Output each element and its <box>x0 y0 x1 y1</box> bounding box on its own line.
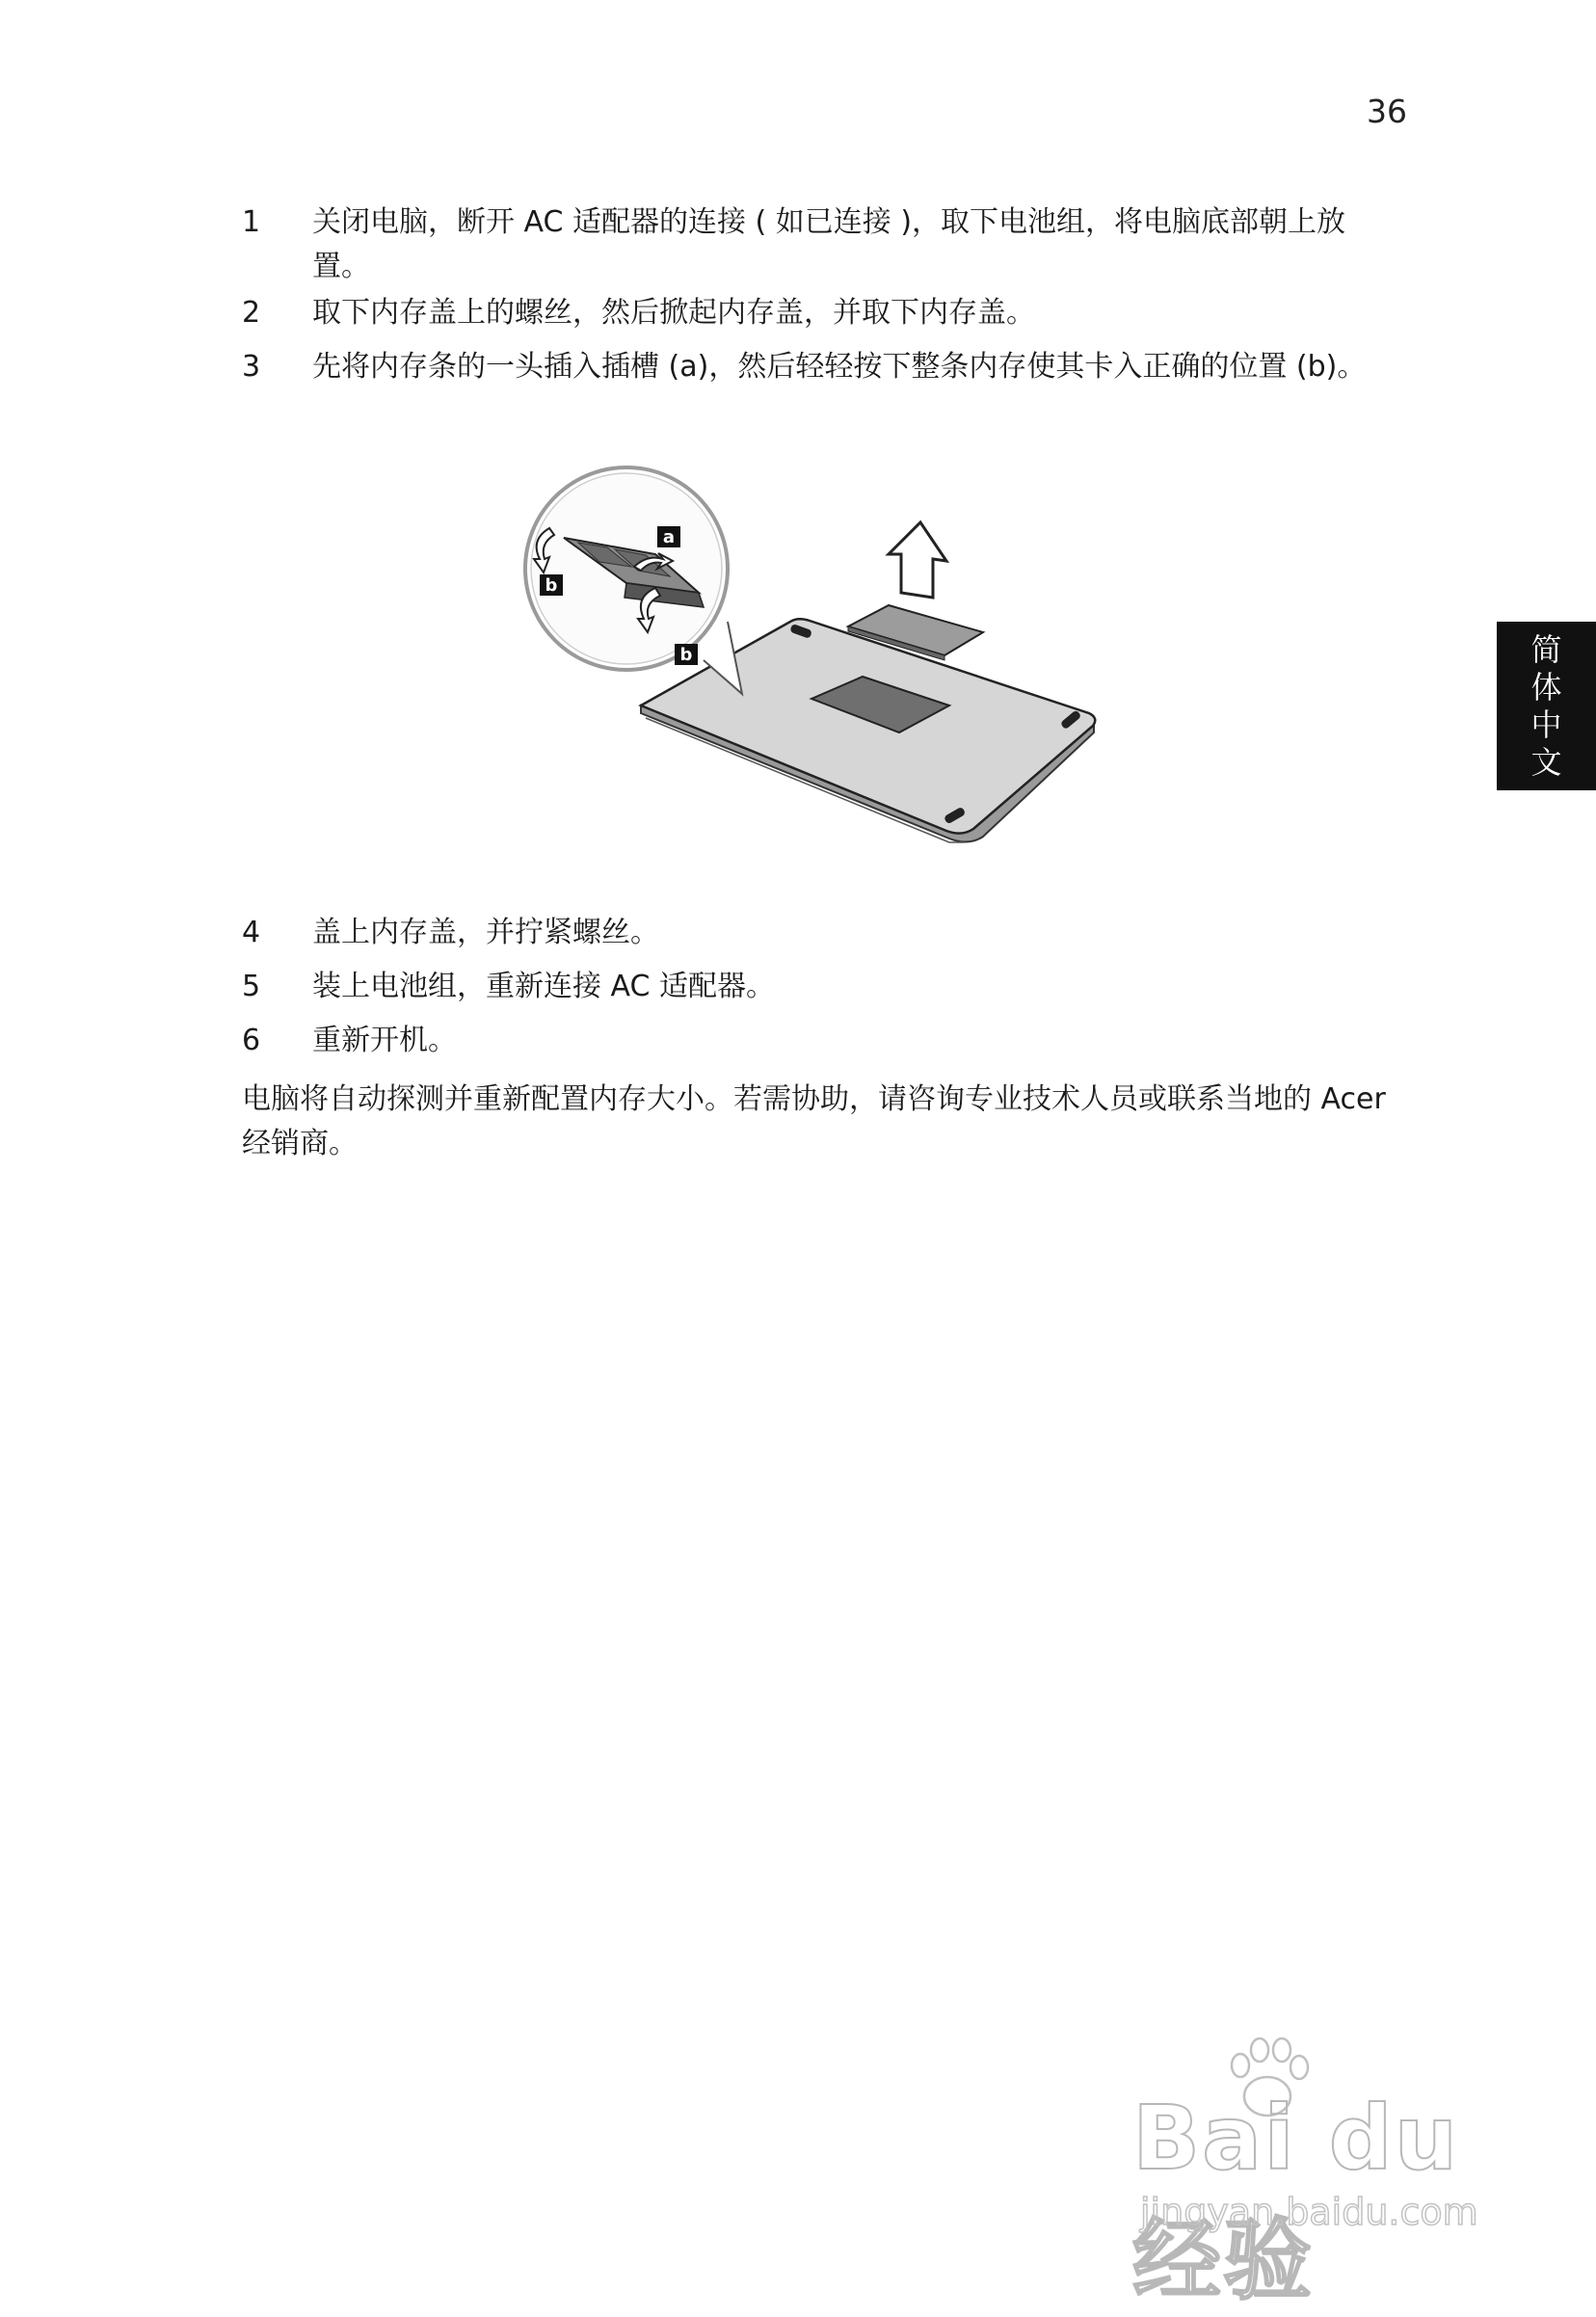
baidu-watermark <box>1113 2029 1518 2312</box>
closing-paragraph: 电脑将自动探测并重新配置内存大小。若需协助，请咨询专业技术人员或联系当地的 Acer 经销商。 <box>242 1082 1386 1160</box>
step-text: 装上电池组，重新连接 AC 适配器。 <box>312 970 776 1003</box>
language-tab-char: 体 <box>1530 668 1562 706</box>
step-text: 取下内存盖上的螺丝，然后掀起内存盖，并取下内存盖。 <box>312 296 1035 330</box>
language-tab-char: 简 <box>1530 630 1562 668</box>
label-b: b <box>545 575 558 596</box>
step-number: 1 <box>242 205 261 239</box>
memory-install-illustration <box>511 453 1108 867</box>
step-text: 盖上内存盖，并拧紧螺丝。 <box>312 916 659 949</box>
step-number: 3 <box>242 350 261 384</box>
label-b: b <box>679 645 693 665</box>
step-number: 2 <box>242 296 261 330</box>
step-text: 关闭电脑，断开 AC 适配器的连接 ( 如已连接 )，取下电池组，将电脑底部朝上放置。 <box>312 205 1346 283</box>
page-number: 36 <box>1367 93 1407 130</box>
label-a: a <box>662 527 676 547</box>
language-tab-char: 文 <box>1530 743 1562 781</box>
lift-arrow-icon <box>889 522 946 598</box>
step-text: 先将内存条的一头插入插槽 (a)，然后轻轻按下整条内存使其卡入正确的位置 (b)。 <box>312 350 1367 384</box>
step-number: 5 <box>242 970 261 1003</box>
watermark-url: jingyan.baidu.com <box>1140 2191 1478 2233</box>
watermark-brand: Bai du 经验 <box>1132 2087 1460 2312</box>
language-tab <box>1497 622 1596 790</box>
language-tab-char: 中 <box>1530 706 1562 743</box>
step-number: 4 <box>242 916 261 949</box>
step-number: 6 <box>242 1024 261 1057</box>
step-text: 重新开机。 <box>312 1024 457 1057</box>
